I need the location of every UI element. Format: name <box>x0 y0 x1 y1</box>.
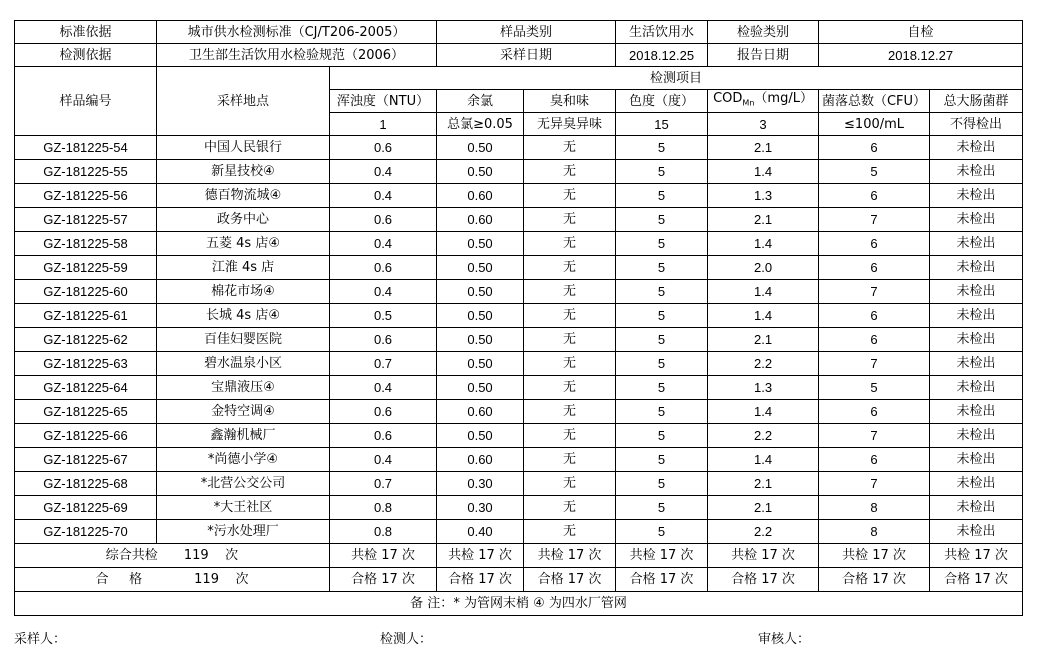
std-label: 标准依据 <box>15 21 157 44</box>
note-row <box>15 592 1023 616</box>
odor-limit: 无异臭异味 <box>524 113 616 136</box>
odor-cell: 无 <box>524 376 616 400</box>
summary-pass-count: 119 <box>194 572 219 587</box>
location-cell: 江淮 4s 店 <box>157 256 330 280</box>
coliform-cell: 未检出 <box>930 376 1023 400</box>
coliform-cell: 未检出 <box>930 232 1023 256</box>
sampling-date-value: 2018.12.25 <box>616 44 708 67</box>
coliform-cell: 未检出 <box>930 352 1023 376</box>
summary-pass-item: 合格 17 次 <box>330 568 437 592</box>
cod-cell: 2.2 <box>708 352 819 376</box>
table-row <box>15 448 1023 472</box>
bacteria-header: 菌落总数（CFU） <box>819 90 930 113</box>
sample-id-cell: GZ-181225-59 <box>15 256 157 280</box>
chroma-cell: 5 <box>616 400 708 424</box>
location-cell: 碧水温泉小区 <box>157 352 330 376</box>
note-cell <box>15 592 1023 616</box>
cod-cell: 1.4 <box>708 160 819 184</box>
summary-total-item: 共检 17 次 <box>524 544 616 568</box>
cod-cell: 1.3 <box>708 376 819 400</box>
table-row <box>15 328 1023 352</box>
summary-pass-item: 合格 17 次 <box>524 568 616 592</box>
turbidity-cell: 0.6 <box>330 424 437 448</box>
chroma-cell: 5 <box>616 160 708 184</box>
bacteria-cell: 6 <box>819 256 930 280</box>
summary-pass-unit: 次 <box>235 572 249 587</box>
test-items-header: 检测项目 <box>330 67 1023 90</box>
cod-cell: 1.4 <box>708 304 819 328</box>
location-cell: 德百物流城④ <box>157 184 330 208</box>
chlorine-cell: 0.50 <box>437 136 524 160</box>
odor-cell: 无 <box>524 352 616 376</box>
summary-pass-cell <box>15 568 330 592</box>
chlorine-cell: 0.50 <box>437 352 524 376</box>
chlorine-header: 余氯 <box>437 90 524 113</box>
inspect-type-value: 自检 <box>819 21 1023 44</box>
sample-no-header: 样品编号 <box>15 67 157 136</box>
chlorine-cell: 0.30 <box>437 472 524 496</box>
sample-id-cell: GZ-181225-61 <box>15 304 157 328</box>
chlorine-cell: 0.50 <box>437 424 524 448</box>
location-cell: 政务中心 <box>157 208 330 232</box>
sample-id-cell: GZ-181225-66 <box>15 424 157 448</box>
location-cell: *北营公交公司 <box>157 472 330 496</box>
bacteria-cell: 6 <box>819 304 930 328</box>
summary-total-label: 综合共检 <box>105 548 158 563</box>
table-row <box>15 496 1023 520</box>
cod-cell: 1.4 <box>708 280 819 304</box>
bacteria-cell: 8 <box>819 496 930 520</box>
chroma-cell: 5 <box>616 376 708 400</box>
chroma-cell: 5 <box>616 280 708 304</box>
report-date-value: 2018.12.27 <box>819 44 1023 67</box>
coliform-cell: 未检出 <box>930 304 1023 328</box>
chroma-cell: 5 <box>616 328 708 352</box>
sample-id-cell: GZ-181225-54 <box>15 136 157 160</box>
bacteria-cell: 6 <box>819 328 930 352</box>
sample-id-cell: GZ-181225-60 <box>15 280 157 304</box>
coliform-cell: 未检出 <box>930 208 1023 232</box>
table-row <box>15 136 1023 160</box>
note-text: * 为管网末梢 ④ 为四水厂管网 <box>453 596 627 611</box>
turbidity-cell: 0.4 <box>330 160 437 184</box>
location-header: 采样地点 <box>157 67 330 136</box>
summary-pass-item: 合格 17 次 <box>819 568 930 592</box>
odor-cell: 无 <box>524 256 616 280</box>
summary-total-cell <box>15 544 330 568</box>
summary-total-row <box>15 544 1023 568</box>
location-cell: 金特空调④ <box>157 400 330 424</box>
chroma-cell: 5 <box>616 232 708 256</box>
coliform-cell: 未检出 <box>930 280 1023 304</box>
cod-cell: 1.4 <box>708 400 819 424</box>
odor-cell: 无 <box>524 304 616 328</box>
coliform-cell: 未检出 <box>930 256 1023 280</box>
table-row <box>15 520 1023 544</box>
sample-id-cell: GZ-181225-58 <box>15 232 157 256</box>
table-row <box>15 376 1023 400</box>
cod-cell: 2.1 <box>708 328 819 352</box>
chlorine-cell: 0.60 <box>437 400 524 424</box>
cod-cell: 2.1 <box>708 208 819 232</box>
note-label: 备 注： <box>410 596 454 611</box>
summary-total-count: 119 <box>183 548 209 563</box>
signature-footer <box>14 628 1022 646</box>
coliform-cell: 未检出 <box>930 136 1023 160</box>
sample-id-cell: GZ-181225-70 <box>15 520 157 544</box>
location-cell: *大王社区 <box>157 496 330 520</box>
turbidity-cell: 0.6 <box>330 328 437 352</box>
coliform-cell: 未检出 <box>930 184 1023 208</box>
header-row-1 <box>15 21 1023 44</box>
summary-pass-item: 合格 17 次 <box>616 568 708 592</box>
summary-total-unit: 次 <box>225 548 239 563</box>
location-cell: 百佳妇婴医院 <box>157 328 330 352</box>
inspect-type-label: 检验类别 <box>708 21 819 44</box>
odor-header: 臭和味 <box>524 90 616 113</box>
bacteria-cell: 6 <box>819 400 930 424</box>
table-row <box>15 400 1023 424</box>
bacteria-cell: 7 <box>819 280 930 304</box>
coliform-cell: 未检出 <box>930 424 1023 448</box>
table-row <box>15 256 1023 280</box>
odor-cell: 无 <box>524 160 616 184</box>
cod-header <box>708 90 819 113</box>
odor-cell: 无 <box>524 136 616 160</box>
bacteria-cell: 5 <box>819 376 930 400</box>
tester-label: 检测人： <box>380 632 433 647</box>
cod-cell: 2.2 <box>708 520 819 544</box>
coliform-cell: 未检出 <box>930 496 1023 520</box>
turbidity-cell: 0.6 <box>330 256 437 280</box>
coliform-limit: 不得检出 <box>930 113 1023 136</box>
chroma-cell: 5 <box>616 184 708 208</box>
water-quality-report-table <box>14 20 1023 616</box>
sample-id-cell: GZ-181225-57 <box>15 208 157 232</box>
chlorine-limit: 总氯≥0.05 <box>437 113 524 136</box>
turbidity-cell: 0.6 <box>330 400 437 424</box>
bacteria-cell: 7 <box>819 208 930 232</box>
sample-id-cell: GZ-181225-55 <box>15 160 157 184</box>
summary-total-item: 共检 17 次 <box>708 544 819 568</box>
sampling-date-label: 采样日期 <box>437 44 616 67</box>
method-label: 检测依据 <box>15 44 157 67</box>
cod-main: COD <box>713 91 743 107</box>
summary-total-item: 共检 17 次 <box>330 544 437 568</box>
odor-cell: 无 <box>524 520 616 544</box>
chroma-limit: 15 <box>616 113 708 136</box>
cod-cell: 2.2 <box>708 424 819 448</box>
turbidity-cell: 0.8 <box>330 520 437 544</box>
sample-id-cell: GZ-181225-56 <box>15 184 157 208</box>
turbidity-cell: 0.5 <box>330 304 437 328</box>
bacteria-limit: ≤100/mL <box>819 113 930 136</box>
std-value: 城市供水检测标准（CJ/T206-2005） <box>157 21 437 44</box>
coliform-cell: 未检出 <box>930 400 1023 424</box>
chlorine-cell: 0.50 <box>437 232 524 256</box>
odor-cell: 无 <box>524 496 616 520</box>
cod-cell: 2.0 <box>708 256 819 280</box>
turbidity-cell: 0.4 <box>330 280 437 304</box>
bacteria-cell: 6 <box>819 136 930 160</box>
location-cell: 宝鼎液压④ <box>157 376 330 400</box>
sample-type-label: 样品类别 <box>437 21 616 44</box>
summary-total-item: 共检 17 次 <box>819 544 930 568</box>
turbidity-cell: 0.7 <box>330 472 437 496</box>
cod-cell: 1.3 <box>708 184 819 208</box>
bacteria-cell: 6 <box>819 184 930 208</box>
coliform-cell: 未检出 <box>930 328 1023 352</box>
sample-id-cell: GZ-181225-67 <box>15 448 157 472</box>
turbidity-cell: 0.4 <box>330 448 437 472</box>
summary-total-item: 共检 17 次 <box>437 544 524 568</box>
location-cell: 五菱 4s 店④ <box>157 232 330 256</box>
chroma-cell: 5 <box>616 448 708 472</box>
coliform-cell: 未检出 <box>930 160 1023 184</box>
summary-pass-row <box>15 568 1023 592</box>
chlorine-cell: 0.30 <box>437 496 524 520</box>
summary-total-item: 共检 17 次 <box>930 544 1023 568</box>
location-cell: 新星技校④ <box>157 160 330 184</box>
turbidity-cell: 0.4 <box>330 232 437 256</box>
chlorine-cell: 0.50 <box>437 376 524 400</box>
cod-sub: Mn <box>742 98 755 108</box>
bacteria-cell: 8 <box>819 520 930 544</box>
table-row <box>15 352 1023 376</box>
location-cell: 鑫瀚机械厂 <box>157 424 330 448</box>
chroma-header: 色度（度） <box>616 90 708 113</box>
chlorine-cell: 0.50 <box>437 280 524 304</box>
sample-type-value: 生活饮用水 <box>616 21 708 44</box>
table-row <box>15 472 1023 496</box>
odor-cell: 无 <box>524 472 616 496</box>
odor-cell: 无 <box>524 184 616 208</box>
turbidity-cell: 0.8 <box>330 496 437 520</box>
table-row <box>15 280 1023 304</box>
cod-unit: （mg/L） <box>754 91 813 107</box>
bacteria-cell: 7 <box>819 424 930 448</box>
location-cell: *污水处理厂 <box>157 520 330 544</box>
chroma-cell: 5 <box>616 136 708 160</box>
chroma-cell: 5 <box>616 256 708 280</box>
sample-id-cell: GZ-181225-68 <box>15 472 157 496</box>
coliform-header: 总大肠菌群 <box>930 90 1023 113</box>
location-cell: 长城 4s 店④ <box>157 304 330 328</box>
location-cell: 棉花市场④ <box>157 280 330 304</box>
odor-cell: 无 <box>524 232 616 256</box>
sampler-label: 采样人： <box>14 632 67 647</box>
coliform-cell: 未检出 <box>930 448 1023 472</box>
bacteria-cell: 7 <box>819 352 930 376</box>
turbidity-cell: 0.7 <box>330 352 437 376</box>
report-date-label: 报告日期 <box>708 44 819 67</box>
turbidity-cell: 0.4 <box>330 184 437 208</box>
table-row <box>15 304 1023 328</box>
header-row-2 <box>15 44 1023 67</box>
location-cell: *尚德小学④ <box>157 448 330 472</box>
turbidity-cell: 0.6 <box>330 136 437 160</box>
odor-cell: 无 <box>524 328 616 352</box>
sample-id-cell: GZ-181225-62 <box>15 328 157 352</box>
cod-cell: 1.4 <box>708 448 819 472</box>
summary-total-item: 共检 17 次 <box>616 544 708 568</box>
table-row <box>15 160 1023 184</box>
chlorine-cell: 0.50 <box>437 304 524 328</box>
table-row <box>15 184 1023 208</box>
chlorine-cell: 0.60 <box>437 184 524 208</box>
cod-cell: 2.1 <box>708 496 819 520</box>
chlorine-cell: 0.40 <box>437 520 524 544</box>
summary-pass-label-a: 合 <box>95 572 109 587</box>
table-row <box>15 232 1023 256</box>
bacteria-cell: 6 <box>819 232 930 256</box>
chlorine-cell: 0.50 <box>437 256 524 280</box>
chroma-cell: 5 <box>616 496 708 520</box>
sample-id-cell: GZ-181225-64 <box>15 376 157 400</box>
coliform-cell: 未检出 <box>930 472 1023 496</box>
coliform-cell: 未检出 <box>930 520 1023 544</box>
chlorine-cell: 0.50 <box>437 328 524 352</box>
chroma-cell: 5 <box>616 352 708 376</box>
chroma-cell: 5 <box>616 304 708 328</box>
sample-id-cell: GZ-181225-69 <box>15 496 157 520</box>
method-value: 卫生部生活饮用水检验规范（2006） <box>157 44 437 67</box>
cod-limit: 3 <box>708 113 819 136</box>
table-row <box>15 424 1023 448</box>
bacteria-cell: 5 <box>819 160 930 184</box>
bacteria-cell: 7 <box>819 472 930 496</box>
cod-cell: 1.4 <box>708 232 819 256</box>
turbidity-header: 浑浊度（NTU） <box>330 90 437 113</box>
summary-pass-item: 合格 17 次 <box>930 568 1023 592</box>
chlorine-cell: 0.50 <box>437 160 524 184</box>
sample-id-cell: GZ-181225-63 <box>15 352 157 376</box>
odor-cell: 无 <box>524 448 616 472</box>
reviewer-label: 审核人： <box>758 632 811 647</box>
summary-pass-item: 合格 17 次 <box>437 568 524 592</box>
odor-cell: 无 <box>524 208 616 232</box>
sample-id-cell: GZ-181225-65 <box>15 400 157 424</box>
chlorine-cell: 0.60 <box>437 448 524 472</box>
summary-pass-item: 合格 17 次 <box>708 568 819 592</box>
turbidity-limit: 1 <box>330 113 437 136</box>
chroma-cell: 5 <box>616 424 708 448</box>
chroma-cell: 5 <box>616 520 708 544</box>
turbidity-cell: 0.4 <box>330 376 437 400</box>
odor-cell: 无 <box>524 400 616 424</box>
turbidity-cell: 0.6 <box>330 208 437 232</box>
summary-pass-label-b: 格 <box>129 572 143 587</box>
table-row <box>15 208 1023 232</box>
odor-cell: 无 <box>524 280 616 304</box>
location-cell: 中国人民银行 <box>157 136 330 160</box>
cod-cell: 2.1 <box>708 136 819 160</box>
column-group-row <box>15 67 1023 90</box>
chroma-cell: 5 <box>616 472 708 496</box>
cod-cell: 2.1 <box>708 472 819 496</box>
chlorine-cell: 0.60 <box>437 208 524 232</box>
odor-cell: 无 <box>524 424 616 448</box>
bacteria-cell: 6 <box>819 448 930 472</box>
chroma-cell: 5 <box>616 208 708 232</box>
